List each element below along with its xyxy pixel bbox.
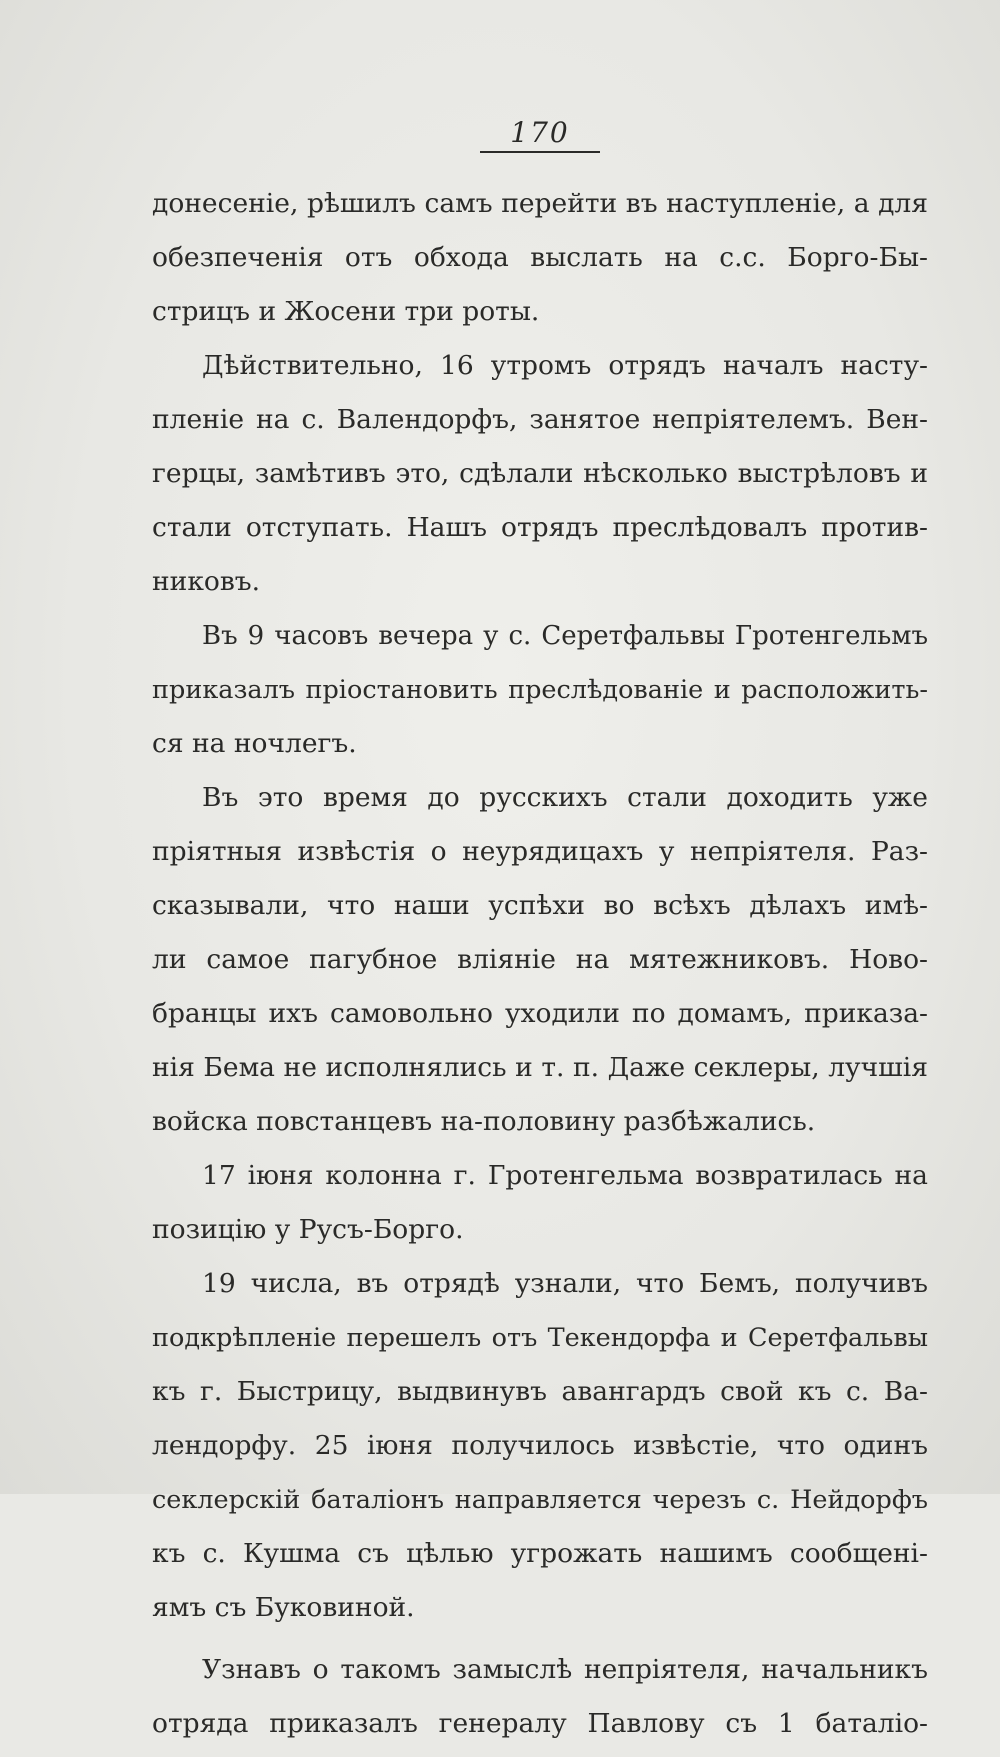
text-line: войска повстанцевъ на-половину разбѣжались.: [152, 1106, 816, 1137]
text-line: отряда приказалъ генералу Павлову съ 1 баталіо-: [152, 1708, 928, 1739]
text-line: герцы, замѣтивъ это, сдѣлали нѣсколько выстрѣловъ и: [152, 458, 928, 489]
text-line: бранцы ихъ самовольно уходили по домамъ, приказа-: [152, 998, 928, 1029]
body-text: [152, 183, 928, 1757]
text-line: нія Бема не исполнялись и т. п. Даже секлеры, лучшія: [152, 1052, 928, 1083]
text-line: ли самое пагубное вліяніе на мятежниковъ. Ново-: [152, 944, 928, 975]
text-line: пленіе на с. Валендорфъ, занятое непріятелемъ. Вен-: [152, 404, 928, 435]
paragraph: [152, 1155, 928, 1263]
text-line: 17 іюня колонна г. Гротенгельма возвратилась на: [202, 1160, 928, 1191]
text-line: сказывали, что наши успѣхи во всѣхъ дѣлахъ имѣ-: [152, 890, 928, 921]
text-line: Дѣйствительно, 16 утромъ отрядъ началъ насту-: [202, 350, 928, 381]
text-line: подкрѣпленіе перешелъ отъ Текендорфа и Серетфальвы: [152, 1323, 928, 1353]
text-line: ся на ночлегъ.: [152, 728, 357, 759]
paragraph: [152, 345, 928, 615]
paragraph: [152, 1649, 928, 1757]
page-number-rule: [480, 151, 600, 153]
page-number: 170: [510, 116, 570, 149]
text-line: стрицъ и Жосени три роты.: [152, 296, 540, 327]
paragraph: [152, 183, 928, 345]
paragraph-gap: [152, 1641, 928, 1649]
paragraph: [152, 615, 928, 777]
text-line: пріятныя извѣстія о неурядицахъ у непріятеля. Раз-: [152, 836, 928, 867]
text-line: секлерскій баталіонъ направляется черезъ с. Нейдорфъ: [152, 1485, 928, 1515]
paragraph: [152, 777, 928, 1155]
text-line: никовъ.: [152, 566, 261, 597]
text-line: къ г. Быстрицу, выдвинувъ авангардъ свой къ с. Ва-: [152, 1376, 928, 1407]
text-line: стали отступать. Нашъ отрядъ преслѣдовалъ против-: [152, 512, 928, 543]
text-line: Узнавъ о такомъ замыслѣ непріятеля, начальникъ: [202, 1654, 928, 1685]
text-line: обезпеченія отъ обхода выслать на с.с. Борго-Бы-: [152, 242, 928, 273]
text-line: 19 числа, въ отрядѣ узнали, что Бемъ, получивъ: [202, 1268, 928, 1299]
text-line: къ с. Кушма съ цѣлью угрожать нашимъ сообщені-: [152, 1538, 928, 1569]
text-line: приказалъ пріостановить преслѣдованіе и расположить-: [152, 675, 928, 705]
paragraph: [152, 1263, 928, 1641]
text-line: донесеніе, рѣшилъ самъ перейти въ наступленіе, а для: [152, 188, 928, 219]
text-line: лендорфу. 25 іюня получилось извѣстіе, что одинъ: [152, 1430, 928, 1461]
text-line: Въ это время до русскихъ стали доходить уже: [202, 782, 928, 813]
text-line: Въ 9 часовъ вечера у с. Серетфальвы Гротенгельмъ: [202, 621, 928, 651]
text-line: ямъ съ Буковиной.: [152, 1592, 415, 1623]
text-line: позицію у Русъ-Борго.: [152, 1214, 464, 1245]
